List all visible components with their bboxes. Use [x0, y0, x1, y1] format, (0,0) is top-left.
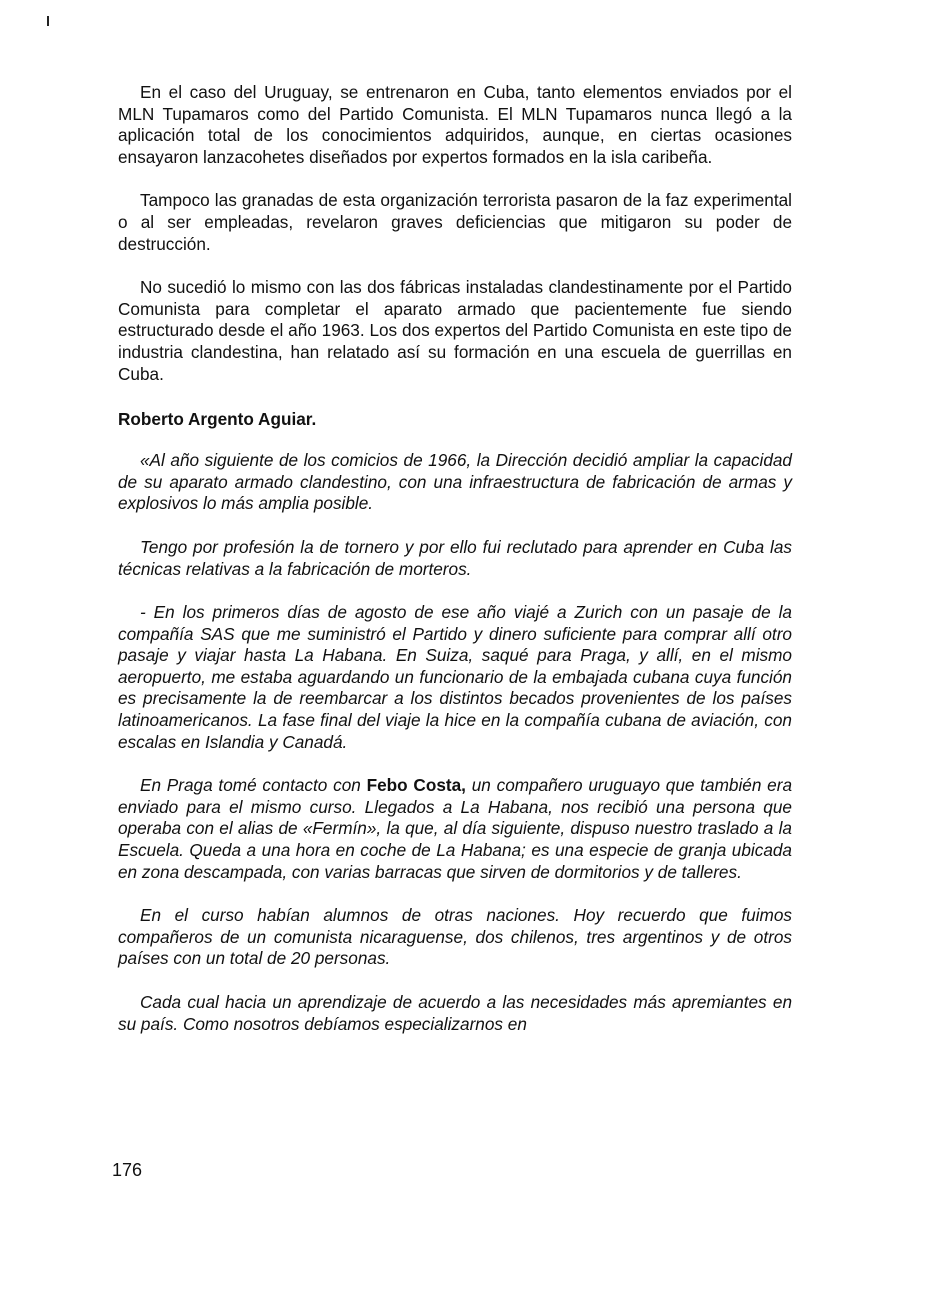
page-number: 176 [112, 1160, 143, 1180]
quote-p4-before: En Praga tomé contacto con [140, 775, 367, 796]
page-body [118, 82, 792, 1035]
name-febo-costa: Febo Costa, [366, 775, 466, 796]
paragraph-fabricas: No sucedió lo mismo con las dos fábricas instaladas clandestinamente por el Partido Comunista para completar el aparato armado que pacientemente fue siendo estructurado desde el año 1963. Los dos expertos del Partido Comunista en este tipo de industria clandestina, han relatado así su formación en una escuela de guerrillas en Cuba. [118, 277, 792, 384]
paragraph-granadas: Tampoco las granadas de esta organización terrorista pasaron de la faz experimental o al ser empleadas, revelaron graves deficiencias que mitigaron su poder de destrucción. [118, 190, 792, 254]
quote-paragraph-6: Cada cual hacia un aprendizaje de acuerdo a las necesidades más apremiantes en su país. Como nosotros debíamos especializarnos en [118, 992, 792, 1034]
scan-edge-mark [47, 16, 49, 26]
quote-paragraph-1: «Al año siguiente de los comicios de 1966, la Dirección decidió ampliar la capacidad de su aparato armado clandestino, con una infraestructura de fabricación de armas y explosivos lo más amplia posible. [118, 450, 792, 514]
quote-paragraph-2: Tengo por profesión la de tornero y por ello fui reclutado para aprender en Cuba las técnicas relativas a la fabricación de morteros. [118, 536, 792, 579]
quote-p4-after: un compañero uruguayo que también era enviado para el mismo curso. Llegados a La Habana, nos recibió una persona que operaba con el alias de «Fermín», la que, al día siguiente, dispuso nuestro traslado a la Escuela. Queda a una hora en coche de La Habana; es una especie de granja ubicada en zona descampada, con varias barracas que sirven de dormitorios y de talleres. [118, 775, 792, 882]
quote-paragraph-4 [118, 775, 792, 883]
paragraph-uruguay: En el caso del Uruguay, se entrenaron en Cuba, tanto elementos enviados por el MLN Tupamaros como del Partido Comunista. El MLN Tupamaros nunca llegó a la aplicación total de los conocimientos adquiridos, aunque, en ciertas ocasiones ensayaron lanzacohetes diseñados por expertos formados en la isla caribeña. [118, 82, 792, 167]
author-name: Roberto Argento Aguiar. [118, 409, 317, 430]
quote-paragraph-3: - En los primeros días de agosto de ese año viajé a Zurich con un pasaje de la compañía SAS que me suministró el Partido y dinero suficiente para comprar allí otro pasaje y viajar hasta La Habana. En Suiza, saqué para Praga, y allí, en el mismo aeropuerto, me estaba aguardando un funcionario de la embajada cubana cuya función es precisamente la de reembarcar a los distintos becados provenientes de los países latinoamericanos. La fase final del viaje la hice en la compañía cubana de aviación, con escalas en Islandia y Canadá. [118, 602, 792, 752]
quote-paragraph-5: En el curso habían alumnos de otras naciones. Hoy recuerdo que fuimos compañeros de un comunista nicaraguense, dos chilenos, tres argentinos y de otros países con un total de 20 personas. [118, 905, 792, 969]
